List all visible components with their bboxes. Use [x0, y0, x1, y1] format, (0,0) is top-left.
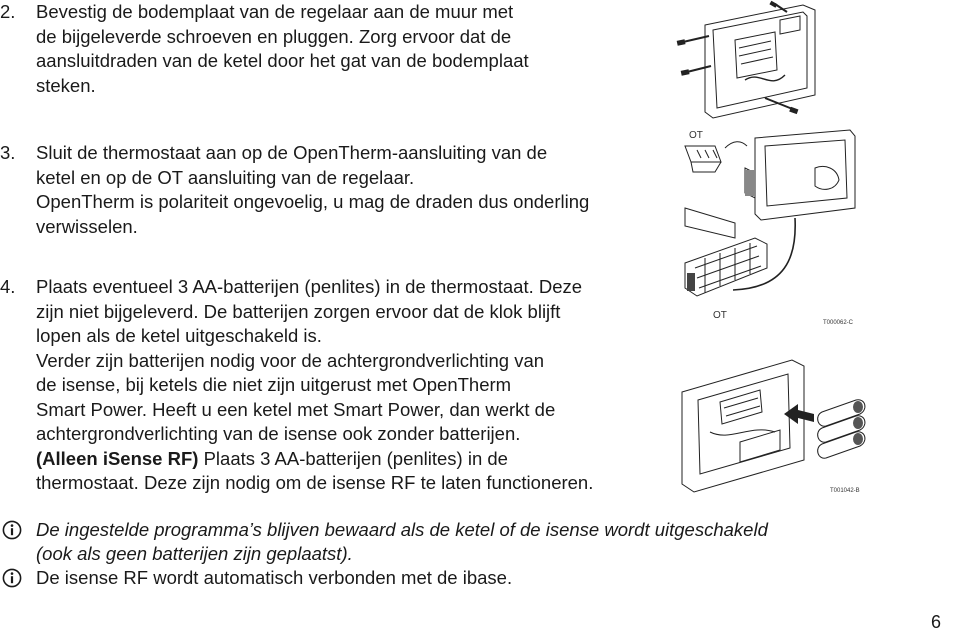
- note-text: [36, 566, 512, 590]
- info-icon: [2, 520, 22, 540]
- text-line: Smart Power. Heeft u een ketel met Smart Power, dan werkt de: [36, 398, 556, 420]
- wall-mount-illustration: [675, 0, 865, 125]
- text-line: de isense, bij ketels die niet zijn uitgerust met OpenTherm: [36, 374, 512, 395]
- rf-line: [36, 447, 593, 472]
- ot-label-bottom: OT: [713, 310, 727, 321]
- figure-code: T000062-C: [823, 320, 854, 326]
- text-line: Sluit de thermostaat aan op de OpenTherm-aansluiting van de: [36, 142, 548, 163]
- page-number: 6: [930, 612, 941, 632]
- step-number: 3.: [0, 142, 16, 163]
- step-text: [36, 141, 589, 239]
- text-line: thermostaat. Deze zijn nodig om de isense RF te laten functioneren.: [36, 472, 594, 493]
- text-line: verwisselen.: [36, 215, 138, 237]
- ot-wiring-illustration: [675, 128, 865, 338]
- battery-insert-illustration: [680, 352, 870, 502]
- text-line: De ingestelde programma’s blijven bewaard als de ketel of de isense wordt uitgeschakeld: [36, 519, 768, 540]
- rf-bold-label: (Alleen iSense RF): [36, 447, 199, 469]
- info-icon: [2, 568, 22, 588]
- step-number: 4.: [0, 276, 16, 297]
- text-line: aansluitdraden van de ketel door het gat van de bodemplaat: [36, 50, 529, 71]
- text-line: lopen als de ketel uitgeschakeld is.: [36, 325, 322, 346]
- text-line: steken.: [36, 74, 96, 96]
- ot-label-top: OT: [689, 130, 703, 141]
- text-line: de bijgeleverde schroeven en pluggen. Zorg ervoor dat de: [36, 25, 512, 47]
- figure-code: T001042-B: [830, 488, 860, 494]
- text-line: De isense RF wordt automatisch verbonden met de ibase.: [36, 567, 513, 588]
- text-line: Plaats eventueel 3 AA-batterijen (penlites) in de thermostaat. Deze: [36, 276, 583, 297]
- text-line: (ook als geen batterijen zijn geplaatst).: [36, 543, 353, 564]
- rf-text: Plaats 3 AA-batterijen (penlites) in de: [198, 447, 508, 469]
- step-number: 2.: [0, 1, 16, 22]
- step-text: [36, 0, 529, 98]
- text-line: achtergrondverlichting van de isense ook zonder batterijen.: [36, 423, 521, 444]
- text-line: Bevestig de bodemplaat van de regelaar aan de muur met: [36, 1, 514, 22]
- note-text: [36, 518, 768, 566]
- text-line: zijn niet bijgeleverd. De batterijen zorgen ervoor dat de klok blijft: [36, 300, 561, 322]
- text-line: ketel en op de OT aansluiting van de regelaar.: [36, 166, 415, 188]
- step-text: [36, 275, 593, 496]
- text-line: Verder zijn batterijen nodig voor de achtergrondverlichting van: [36, 349, 545, 371]
- text-line: OpenTherm is polariteit ongevoelig, u mag de draden dus onderling: [36, 191, 590, 212]
